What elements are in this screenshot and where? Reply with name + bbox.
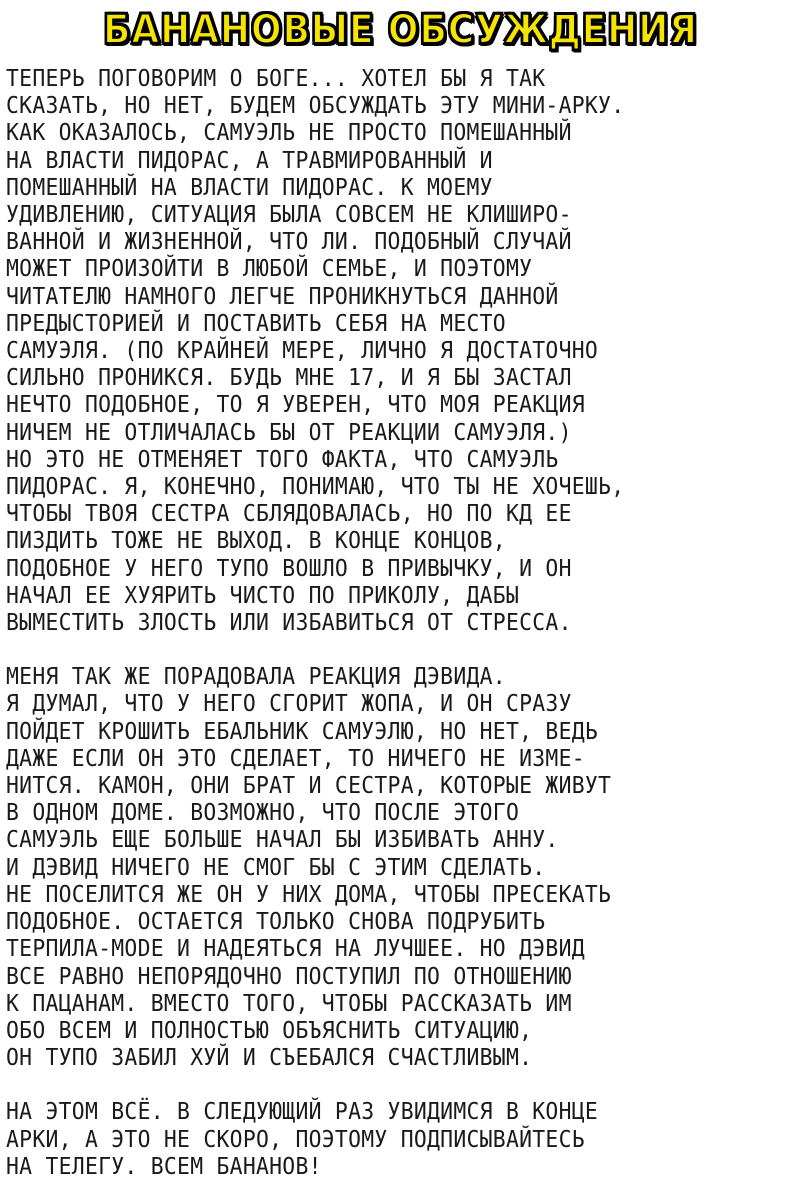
- text-line: НИТСЯ. КАМОН, ОНИ БРАТ И СЕСТРА, КОТОРЫЕ ЖИВУТ: [6, 773, 612, 800]
- text-line: ВЫМЕСТИТЬ ЗЛОСТЬ ИЛИ ИЗБАВИТЬСЯ ОТ СТРЕССА.: [6, 610, 572, 637]
- page-title: БАНАНОВЫЕ ОБСУЖДЕНИЯ: [102, 7, 698, 53]
- text-line: НЕ ПОСЕЛИТСЯ ЖЕ ОН У НИХ ДОМА, ЧТОБЫ ПРЕСЕКАТЬ: [6, 881, 612, 908]
- title-banner: [0, 6, 800, 58]
- article-body: [6, 66, 794, 1181]
- text-line: НА ТЕЛЕГУ. ВСЕМ БАНАНОВ!: [6, 1153, 322, 1180]
- text-line: АРКИ, А ЭТО НЕ СКОРО, ПОЭТОМУ ПОДПИСЫВАЙТЕСЬ: [6, 1126, 585, 1153]
- paragraph-1: [6, 66, 794, 637]
- text-line: ПОЙДЕТ КРОШИТЬ ЕБАЛЬНИК САМУЭЛЮ, НО НЕТ, ВЕДЬ: [6, 718, 599, 745]
- text-line: К ПАЦАНАМ. ВМЕСТО ТОГО, ЧТОБЫ РАССКАЗАТЬ ИМ: [6, 990, 572, 1017]
- text-line: НО ЭТО НЕ ОТМЕНЯЕТ ТОГО ФАКТА, ЧТО САМУЭЛЬ: [6, 446, 559, 473]
- text-line: НЕЧТО ПОДОБНОЕ, ТО Я УВЕРЕН, ЧТО МОЯ РЕАКЦИЯ: [6, 392, 585, 419]
- text-line: НА ЭТОМ ВСЁ. В СЛЕДУЮЩИЙ РАЗ УВИДИМСЯ В КОНЦЕ: [6, 1099, 599, 1126]
- text-line: ЧТОБЫ ТВОЯ СЕСТРА СБЛЯДОВАЛАСЬ, НО ПО КД ЕЕ: [6, 501, 572, 528]
- text-line: НАЧАЛ ЕЕ ХУЯРИТЬ ЧИСТО ПО ПРИКОЛУ, ДАБЫ: [6, 582, 520, 609]
- text-line: ПОМЕШАННЫЙ НА ВЛАСТИ ПИДОРАС. К МОЕМУ: [6, 174, 493, 201]
- text-line: ВСЕ РАВНО НЕПОРЯДОЧНО ПОСТУПИЛ ПО ОТНОШЕНИЮ: [6, 963, 572, 990]
- text-line: ТЕРПИЛА-MODE И НАДЕЯТЬСЯ НА ЛУЧШЕЕ. НО ДЭВИД: [6, 936, 585, 963]
- text-line: ДАЖЕ ЕСЛИ ОН ЭТО СДЕЛАЕТ, ТО НИЧЕГО НЕ ИЗМЕ-: [6, 745, 585, 772]
- paragraph-spacer: [6, 1072, 794, 1099]
- paragraph-2: [6, 664, 794, 1072]
- paragraph-3: [6, 1099, 794, 1181]
- text-line: НА ВЛАСТИ ПИДОРАС, А ТРАВМИРОВАННЫЙ И: [6, 147, 493, 174]
- text-line: В ОДНОМ ДОМЕ. ВОЗМОЖНО, ЧТО ПОСЛЕ ЭТОГО: [6, 800, 520, 827]
- text-line: НИЧЕМ НЕ ОТЛИЧАЛАСЬ БЫ ОТ РЕАКЦИИ САМУЭЛЯ.): [6, 419, 572, 446]
- text-line: ПИДОРАС. Я, КОНЕЧНО, ПОНИМАЮ, ЧТО ТЫ НЕ ХОЧЕШЬ,: [6, 474, 625, 501]
- text-line: ПОДОБНОЕ У НЕГО ТУПО ВОШЛО В ПРИВЫЧКУ, И ОН: [6, 555, 572, 582]
- text-line: ЧИТАТЕЛЮ НАМНОГО ЛЕГЧЕ ПРОНИКНУТЬСЯ ДАННОЙ: [6, 283, 559, 310]
- text-line: И ДЭВИД НИЧЕГО НЕ СМОГ БЫ С ЭТИМ СДЕЛАТЬ.: [6, 854, 546, 881]
- text-line: Я ДУМАЛ, ЧТО У НЕГО СГОРИТ ЖОПА, И ОН СРАЗУ: [6, 691, 572, 718]
- text-line: ПОДОБНОЕ. ОСТАЕТСЯ ТОЛЬКО СНОВА ПОДРУБИТЬ: [6, 909, 546, 936]
- text-line: САМУЭЛЯ. (ПО КРАЙНЕЙ МЕРЕ, ЛИЧНО Я ДОСТАТОЧНО: [6, 338, 599, 365]
- text-line: КАК ОКАЗАЛОСЬ, САМУЭЛЬ НЕ ПРОСТО ПОМЕШАННЫЙ: [6, 120, 572, 147]
- text-line: ПРЕДЫСТОРИЕЙ И ПОСТАВИТЬ СЕБЯ НА МЕСТО: [6, 310, 506, 337]
- paragraph-spacer: [6, 637, 794, 664]
- text-line: ВАННОЙ И ЖИЗНЕННОЙ, ЧТО ЛИ. ПОДОБНЫЙ СЛУЧАЙ: [6, 229, 572, 256]
- text-line: СИЛЬНО ПРОНИКСЯ. БУДЬ МНЕ 17, И Я БЫ ЗАСТАЛ: [6, 365, 572, 392]
- text-line: ОН ТУПО ЗАБИЛ ХУЙ И СЪЕБАЛСЯ СЧАСТЛИВЫМ.: [6, 1045, 533, 1072]
- text-line: ПИЗДИТЬ ТОЖЕ НЕ ВЫХОД. В КОНЦЕ КОНЦОВ,: [6, 528, 506, 555]
- text-line: ТЕПЕРЬ ПОГОВОРИМ О БОГЕ... ХОТЕЛ БЫ Я ТАК: [6, 66, 546, 92]
- text-line: УДИВЛЕНИЮ, СИТУАЦИЯ БЫЛА СОВСЕМ НЕ КЛИШИРО-: [6, 202, 572, 229]
- text-line: МОЖЕТ ПРОИЗОЙТИ В ЛЮБОЙ СЕМЬЕ, И ПОЭТОМУ: [6, 256, 533, 283]
- text-line: САМУЭЛЬ ЕЩЕ БОЛЬШЕ НАЧАЛ БЫ ИЗБИВАТЬ АННУ.: [6, 827, 559, 854]
- text-line: МЕНЯ ТАК ЖЕ ПОРАДОВАЛА РЕАКЦИЯ ДЭВИДА.: [6, 664, 506, 691]
- text-line: ОБО ВСЕМ И ПОЛНОСТЬЮ ОБЪЯСНИТЬ СИТУАЦИЮ,: [6, 1017, 533, 1044]
- text-line: СКАЗАТЬ, НО НЕТ, БУДЕМ ОБСУЖДАТЬ ЭТУ МИНИ-АРКУ.: [6, 93, 625, 120]
